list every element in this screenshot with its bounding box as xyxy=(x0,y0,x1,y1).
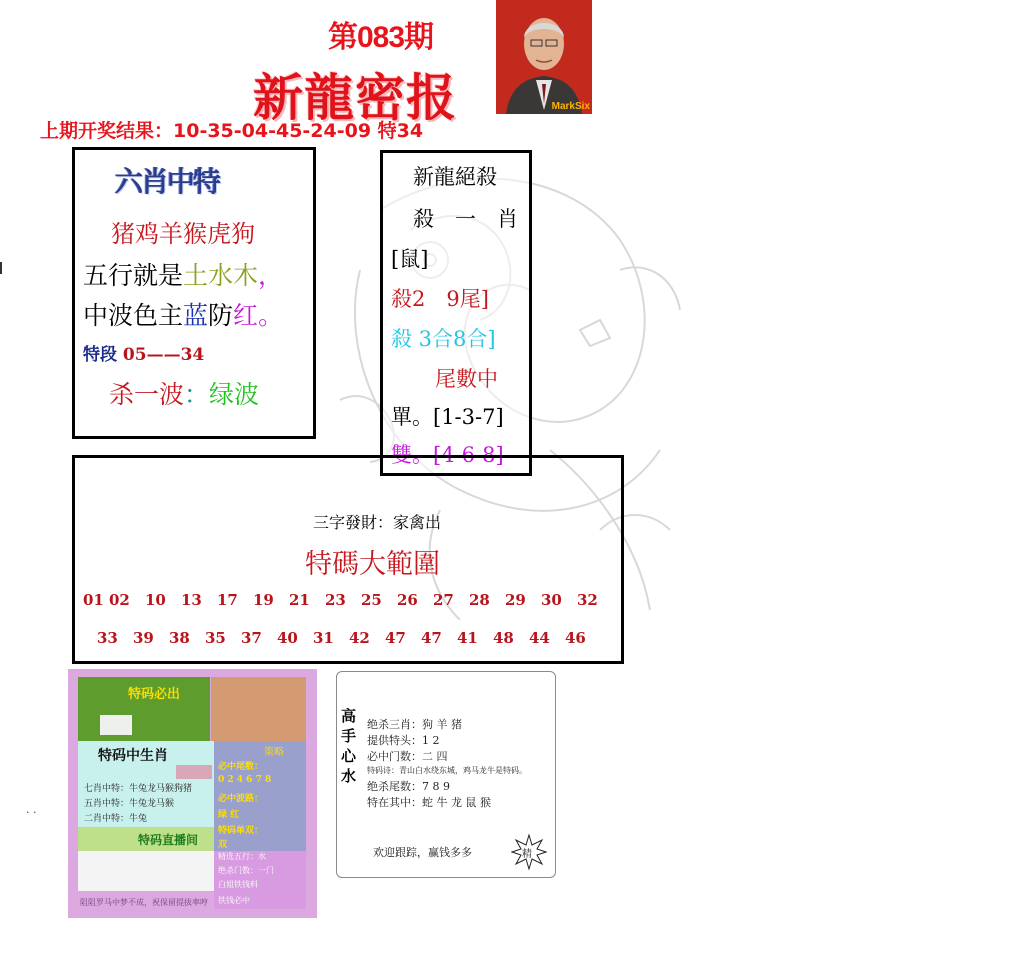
kill-one-value: [鼠] xyxy=(391,247,429,271)
ad2-line-6: 特在其中：蛇 牛 龙 鼠 猴 xyxy=(367,796,491,809)
page-title: 新龍密报 xyxy=(253,68,457,127)
range-number: 29 xyxy=(505,591,526,609)
absolute-kill-title: 新龍絕殺 xyxy=(413,165,497,189)
three-word-hint: 三字發財：家禽出 xyxy=(313,513,442,532)
range-number: 13 xyxy=(181,591,202,609)
range-number: 28 xyxy=(469,591,490,609)
kill-wave-prefix: 杀一波 xyxy=(109,380,185,409)
range-number: 48 xyxy=(493,629,514,647)
six-zodiac-title: 六肖中特 xyxy=(115,165,220,198)
range-number: 25 xyxy=(361,591,382,609)
ad1-row-2: 五肖中特：牛兔龙马猴 xyxy=(84,799,175,809)
range-number: 17 xyxy=(217,591,238,609)
ad2-line-5: 绝杀尾数：7 8 9 xyxy=(367,780,450,793)
range-number: 30 xyxy=(541,591,562,609)
kill-one-zodiac: 殺 一 肖 xyxy=(413,207,518,231)
ad1-top-tan xyxy=(211,677,306,741)
range-number: 40 xyxy=(277,629,298,647)
ad2-line-4: 特码诗：青山白水绕东城，鸡马龙牛是特码。 xyxy=(367,766,527,775)
ad1-banner: 特码必出 xyxy=(128,687,181,702)
ad2-line-3: 必中门数：二 四 xyxy=(367,750,448,763)
portrait-photo xyxy=(496,0,592,114)
absolute-kill-box xyxy=(380,150,532,476)
ad1-right-line-5: 特码单双： xyxy=(218,826,264,836)
range-number: 46 xyxy=(565,629,586,647)
wave-suffix: 。 xyxy=(258,301,284,330)
ad2-footer: 欢迎跟踪，赢钱多多 xyxy=(373,846,472,859)
ad-panel-left xyxy=(68,669,317,918)
range-number: 35 xyxy=(205,629,226,647)
wave-alt: 红 xyxy=(233,301,259,330)
range-number: 41 xyxy=(457,629,478,647)
issue-number: 第083期 xyxy=(328,21,434,54)
portrait-image xyxy=(496,0,592,114)
portrait-logo: MarkSix xyxy=(551,101,590,112)
ad1-row-3: 二肖中特：牛兔 xyxy=(84,814,148,824)
range-number: 42 xyxy=(349,629,370,647)
odd-tails: 單。[1-3-7] xyxy=(391,405,504,429)
range-number: 47 xyxy=(385,629,406,647)
range-number: 27 xyxy=(433,591,454,609)
even-tails: 雙。[4-6-8] xyxy=(391,443,504,467)
ad2-stamp-icon xyxy=(511,834,547,870)
ad1-blur-pink xyxy=(176,765,212,779)
wave-prefix: 中波色主 xyxy=(83,301,184,330)
ad2-line-1: 绝杀三肖：狗 羊 猪 xyxy=(367,718,462,731)
kill-combination: 殺 3合8合] xyxy=(391,327,496,351)
last-draw-result: 上期开奖结果：10-35-04-45-24-09 特34 xyxy=(40,120,424,142)
ad2-line-2: 提供特头：1 2 xyxy=(367,734,440,747)
segment-label: 特段 xyxy=(83,345,117,365)
wuxing-prefix: 五行就是 xyxy=(83,261,184,290)
range-number: 01 xyxy=(83,591,104,609)
tail-title: 尾數中 xyxy=(435,367,498,391)
ad1-bottom-line-2: 绝杀门数：一门 xyxy=(218,866,274,875)
range-number: 23 xyxy=(325,591,346,609)
wuxing-suffix: ， xyxy=(258,261,284,290)
range-title: 特碼大範圍 xyxy=(305,549,440,580)
range-number: 37 xyxy=(241,629,262,647)
six-zodiac-box xyxy=(72,147,316,439)
range-number: 33 xyxy=(97,629,118,647)
range-number: 21 xyxy=(289,591,310,609)
wave-mid: 防 xyxy=(208,301,234,330)
ad1-bottom-line-1: 精选五行：水 xyxy=(218,852,266,861)
ad1-footer: 阻阻罗马中梦不成，祝保留提拔率哼 xyxy=(80,898,208,907)
ad1-bottom-line-3: 白姐铁钱料 xyxy=(218,880,258,889)
kill-wave-value: 绿波 xyxy=(209,380,260,409)
wuxing-line xyxy=(83,256,283,292)
ad-panel-right xyxy=(336,671,556,878)
range-number: 47 xyxy=(421,629,442,647)
wuxing-value: 土水木 xyxy=(183,261,259,290)
ad2-stamp-text: 精 xyxy=(522,849,532,860)
wave-color-line xyxy=(83,296,283,332)
ad1-right-line-6: 双 xyxy=(218,840,228,850)
range-number: 10 xyxy=(145,591,166,609)
stray-dots: · · xyxy=(26,806,37,819)
range-number: 38 xyxy=(169,629,190,647)
special-segment xyxy=(83,340,204,365)
range-number: 44 xyxy=(529,629,550,647)
range-number: 31 xyxy=(313,629,334,647)
kill-wave-colon: ： xyxy=(184,380,210,409)
wave-main: 蓝 xyxy=(183,301,209,330)
range-number: 32 xyxy=(577,591,598,609)
ad1-blur-block xyxy=(100,715,132,735)
ad1-right-line-3: 必中波路： xyxy=(218,794,264,804)
ad2-side-title: 高手心水 xyxy=(341,707,357,785)
kill-tail: 殺2 9尾] xyxy=(391,287,489,311)
zodiac-list: 猪鸡羊猴虎狗 xyxy=(111,220,255,248)
ad1-bottom-white xyxy=(78,851,214,891)
special-range-box xyxy=(72,455,624,664)
ad1-bottom-line-4: 铁钱必中 xyxy=(218,896,250,905)
range-number: 39 xyxy=(133,629,154,647)
ad1-right-line-2: 0 2 4 6 7 8 xyxy=(218,775,272,785)
range-number: 19 xyxy=(253,591,274,609)
kill-wave-line xyxy=(109,375,259,411)
ad1-row-1: 七肖中特：牛兔龙马猴狗猪 xyxy=(84,784,193,794)
ad1-right-line-1: 必中尾数： xyxy=(218,762,264,772)
ad1-bottom-title: 特码直播间 xyxy=(138,833,199,847)
segment-value: 05——34 xyxy=(122,345,205,365)
stray-dot-left xyxy=(0,262,2,274)
ad1-zodiac-title: 特码中生肖 xyxy=(98,748,168,764)
ad1-right-line-4: 绿 红 xyxy=(218,810,240,820)
range-number: 26 xyxy=(397,591,418,609)
ad1-right-header: 策略 xyxy=(264,747,284,758)
range-number: 02 xyxy=(109,591,130,609)
